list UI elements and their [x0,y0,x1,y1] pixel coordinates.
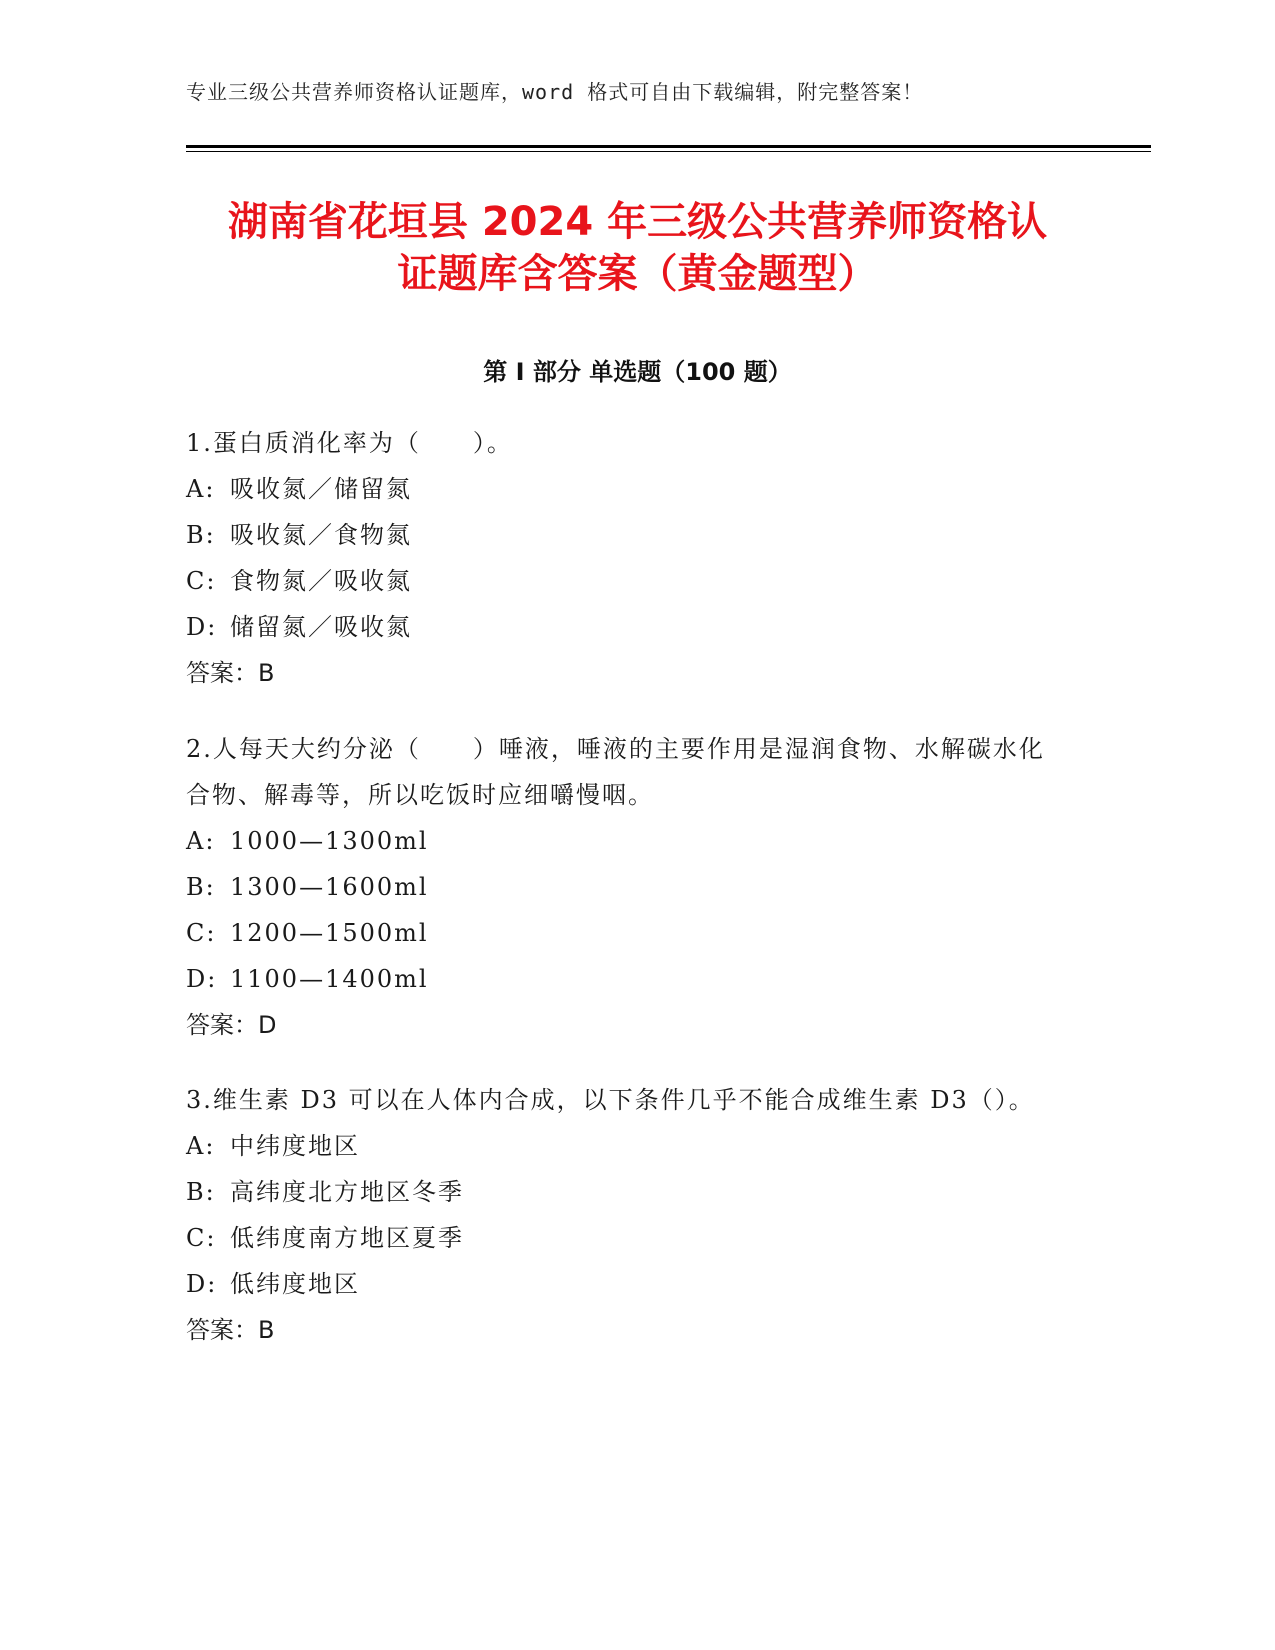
question-3 [186,1077,1066,1353]
option-text: 吸收氮／储留氮 [230,475,412,503]
question-stem: 1.蛋白质消化率为（ ）。 [186,429,513,457]
option-key: A: [186,475,216,503]
option-d [186,1261,1066,1307]
option-text: 高纬度北方地区冬季 [230,1178,464,1206]
option-key: C: [186,567,217,595]
option-text: 吸收氮／食物氮 [230,521,412,549]
answer: 答案：D [186,1011,277,1039]
option-text: 中纬度地区 [230,1132,360,1160]
option-key: B: [186,873,216,901]
option-text: 储留氮／吸收氮 [230,613,412,641]
option-text: 1100—1400ml [230,965,429,993]
section-title: 第 I 部分 单选题（100 题） [483,358,792,386]
option-key: D: [186,613,218,641]
option-key: B: [186,1178,216,1206]
option-text: 1000—1300ml [230,827,429,855]
option-key: D: [186,965,218,993]
option-a [186,1123,1066,1169]
option-key: D: [186,1270,218,1298]
option-text: 低纬度地区 [230,1270,360,1298]
question-1 [186,420,1066,696]
header-rule-thin [186,151,1151,152]
option-c [186,558,1066,604]
question-stem: 2.人每天大约分泌（ ）唾液，唾液的主要作用是湿润食物、水解碳水化合物、解毒等，所以吃饭时应细嚼慢咽。 [186,735,1045,809]
option-c [186,910,1066,956]
option-text: 低纬度南方地区夏季 [230,1224,464,1252]
option-b [186,512,1066,558]
option-d [186,604,1066,650]
option-text: 1300—1600ml [230,873,429,901]
option-key: C: [186,919,217,947]
option-a [186,818,1066,864]
document-title [150,196,1125,300]
option-text: 1200—1500ml [230,919,429,947]
option-b [186,1169,1066,1215]
option-d [186,956,1066,1002]
question-2 [186,726,1066,1048]
option-b [186,864,1066,910]
option-key: C: [186,1224,217,1252]
document-title-line-2: 证题库含答案（黄金题型） [397,251,878,297]
header-note: 专业三级公共营养师资格认证题库，word 格式可自由下载编辑，附完整答案！ [186,80,924,104]
header-rule-thick [186,145,1151,148]
option-a [186,466,1066,512]
option-key: A: [186,827,216,855]
question-stem: 3.维生素 D3 可以在人体内合成，以下条件几乎不能合成维生素 D3（）。 [186,1086,1035,1114]
option-key: B: [186,521,216,549]
option-text: 食物氮／吸收氮 [230,567,412,595]
answer: 答案：B [186,1316,275,1344]
document-title-line-1: 湖南省花垣县 2024 年三级公共营养师资格认 [227,199,1048,245]
answer: 答案：B [186,659,275,687]
option-c [186,1215,1066,1261]
option-key: A: [186,1132,216,1160]
